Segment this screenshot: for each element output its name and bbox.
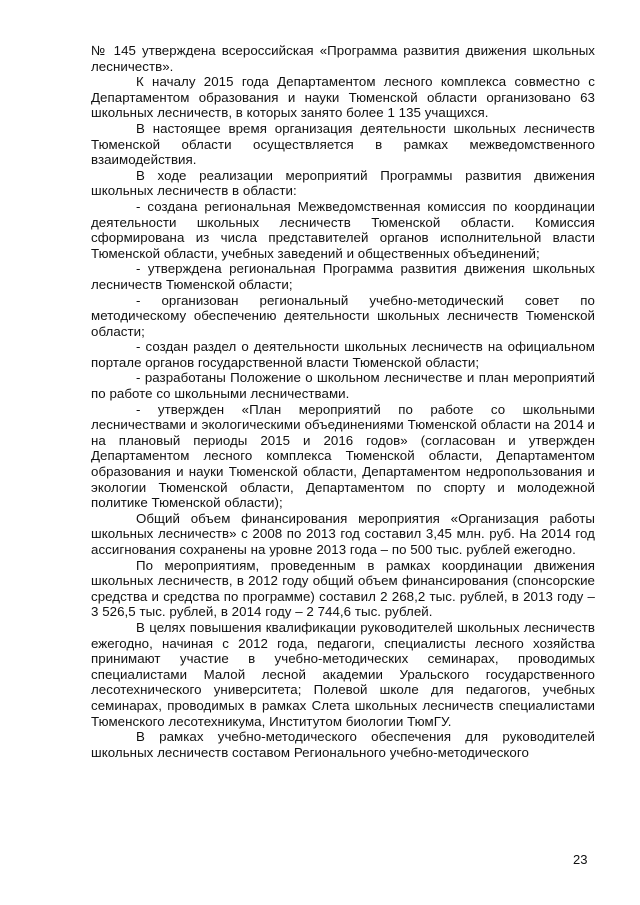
paragraph-methodical: В рамках учебно-методического обеспечения для руководителей школьных лесничеств составом Регионального учебно-методического <box>91 729 595 760</box>
document-body <box>91 43 595 760</box>
list-item-regulation: - разработаны Положение о школьном лесничестве и план мероприятий по работе со школьными лесничествами. <box>91 370 595 402</box>
list-item-council: - организован региональный учебно-методический совет по методическому обеспечению деятельности школьных лесничеств Тюменской области; <box>91 292 595 339</box>
paragraph-4: В ходе реализации мероприятий Программы развития движения школьных лесничеств в области: <box>91 167 595 199</box>
paragraph-2: К началу 2015 года Департаментом лесного комплекса совместно с Департаментом образования и науки Тюменской области организовано 63 школьных лесничеств, в которых занято более 1 135 учащихся. <box>91 74 595 121</box>
list-item-plan: - утвержден «План мероприятий по работе со школьными лесничествами и экологическими объединениями Тюменской области на 2014 и на плановый периоды 2015 и 2016 годов» (согласован и утвержден Департаментом лесного комплекса Тюменской области, Департаментом образования и науки Тюменской области, Департаментом недропользования и экологии Тюменской области, Департаментом по спорту и молодежной политике Тюменской области); <box>91 401 595 511</box>
list-item-commission: - создана региональная Межведомственная комиссия по координации деятельности школьных лесничеств Тюменской области. Комиссия сформирована из числа представителей органов исполнительной власти Тюменской области, учебных заведений и общественных объединений; <box>91 198 595 261</box>
paragraph-3: В настоящее время организация деятельности школьных лесничеств Тюменской области осуществляется в рамках межведомственного взаимодействия. <box>91 120 595 168</box>
paragraph-qualification: В целях повышения квалификации руководителей школьных лесничеств ежегодно, начиная с 2012 года, педагоги, специалисты лесного хозяйства принимают участие в учебно-методических семинарах, проводимых специалистами Малой лесной академии Уральского государственного лесотехнического университета; Полевой школе для педагогов, учебных семинарах, проводимых в рамках Слета школьных лесничеств специалистами Тюменского лесотехникума, Институтом биологии ТюмГУ. <box>91 619 595 729</box>
paragraph-financing: Общий объем финансирования мероприятия «Организация работы школьных лесничеств» с 2008 по 2013 год составил 3,45 млн. руб. На 2014 год ассигнования сохранены на уровне 2013 года – по 500 тыс. рублей ежегодно. <box>91 510 595 557</box>
page-number: 23 <box>573 852 588 867</box>
paragraph-coordination: По мероприятиям, проведенным в рамках координации движения школьных лесничеств, в 2012 году общий объем финансирования (спонсорские средства и средства по программе) составил 2 268,2 тыс. рублей, в 2013 году – 3 526,5 тыс. рублей, в 2014 году – 2 744,6 тыс. рублей. <box>91 557 595 620</box>
paragraph-1: № 145 утверждена всероссийская «Программа развития движения школьных лесничеств». <box>91 43 595 74</box>
list-item-program: - утверждена региональная Программа развития движения школьных лесничеств Тюменской области; <box>91 261 595 292</box>
list-item-portal: - создан раздел о деятельности школьных лесничеств на официальном портале органов государственной власти Тюменской области; <box>91 339 595 370</box>
